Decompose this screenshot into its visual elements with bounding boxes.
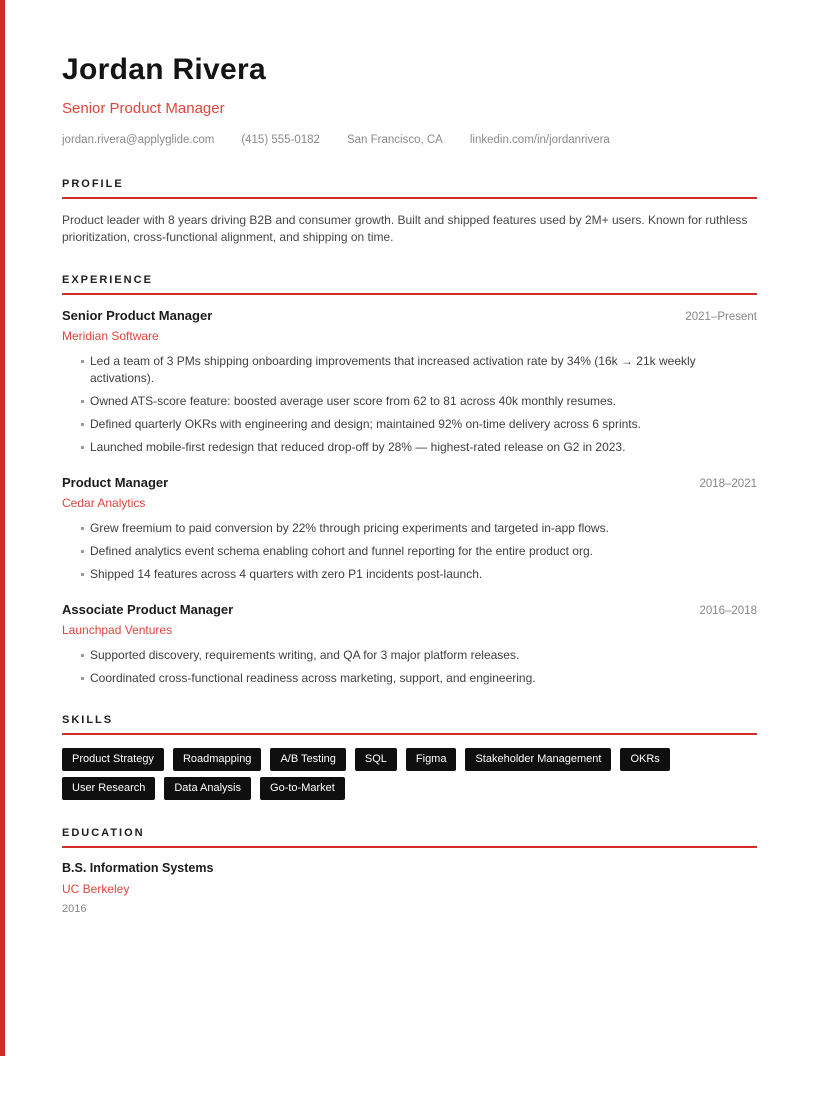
contact-item: (415) 555-0182 (241, 133, 320, 146)
resume-content (62, 0, 757, 942)
job-header (62, 308, 757, 323)
job-header (62, 602, 757, 617)
job-dates: 2018–2021 (699, 477, 757, 490)
job-bullet: Supported discovery, requirements writing, and QA for 3 major platform releases. (62, 647, 757, 664)
job-bullet: Shipped 14 features across 4 quarters with zero P1 incidents post-launch. (62, 566, 757, 583)
contact-item: San Francisco, CA (346, 133, 443, 146)
job-entry (62, 475, 757, 583)
accent-stripe (0, 0, 5, 1056)
job-bullet: Defined quarterly OKRs with engineering and design; maintained 92% on-time delivery across 6 sprints. (62, 416, 757, 433)
job-bullet: Grew freemium to paid conversion by 22% through pricing experiments and targeted in-app flows. (62, 520, 757, 537)
section-education (62, 827, 757, 915)
job-company: Meridian Software (62, 328, 159, 343)
job-company: Launchpad Ventures (62, 622, 173, 637)
job-dates: 2016–2018 (699, 604, 757, 617)
skill-tag: Roadmapping (173, 748, 262, 771)
skill-tag: A/B Testing (270, 748, 345, 771)
education-school: UC Berkeley (62, 881, 130, 896)
skill-tag: User Research (62, 777, 155, 800)
candidate-headline: Senior Product Manager (62, 99, 225, 117)
skill-tag: Go-to-Market (260, 777, 345, 800)
job-dates: 2021–Present (685, 310, 757, 323)
skill-tag: SQL (355, 748, 397, 771)
experience-rule (62, 293, 757, 295)
job-bullet: Owned ATS-score feature: boosted average user score from 62 to 81 across 40k monthly resumes. (62, 393, 757, 410)
profile-heading: PROFILE (62, 177, 124, 190)
job-entry (62, 602, 757, 687)
skill-tag-list (62, 748, 757, 800)
job-header (62, 475, 757, 490)
contact-row (62, 134, 757, 146)
skill-tag: Stakeholder Management (465, 748, 611, 771)
skill-tag: Figma (406, 748, 457, 771)
candidate-name: Jordan Rivera (62, 53, 266, 86)
job-title: Product Manager (62, 474, 169, 490)
job-bullet: Defined analytics event schema enabling cohort and funnel reporting for the entire product org. (62, 543, 757, 560)
job-bullet-list (62, 353, 757, 456)
skills-heading: SKILLS (62, 713, 114, 726)
profile-text: Product leader with 8 years driving B2B and consumer growth. Built and shipped features used by 2M+ users. Known for ruthless prioritization, cross-functional alignment, and shipping on time. (62, 212, 748, 244)
education-year: 2016 (62, 902, 87, 915)
contact-item: linkedin.com/in/jordanrivera (469, 133, 610, 146)
job-title: Associate Product Manager (62, 601, 234, 617)
education-heading: EDUCATION (62, 826, 145, 839)
skill-tag: Product Strategy (62, 748, 164, 771)
contact-item: jordan.rivera@applyglide.com (62, 133, 215, 146)
skill-tag: Data Analysis (164, 777, 251, 800)
section-experience (62, 274, 757, 687)
job-title: Senior Product Manager (62, 307, 213, 323)
education-rule (62, 846, 757, 848)
job-bullet: Led a team of 3 PMs shipping onboarding improvements that increased activation rate by 34% (16k → 21k weekly activations). (62, 353, 757, 387)
job-bullet-list (62, 520, 757, 583)
job-bullet: Launched mobile-first redesign that reduced drop-off by 28% — highest-rated release on G2 in 2023. (62, 439, 757, 456)
skill-tag: OKRs (620, 748, 669, 771)
education-degree: B.S. Information Systems (62, 860, 214, 875)
job-company: Cedar Analytics (62, 495, 146, 510)
job-bullet-list (62, 647, 757, 687)
job-list (62, 308, 757, 687)
skills-rule (62, 733, 757, 735)
section-skills (62, 714, 757, 800)
job-bullet: Coordinated cross-functional readiness across marketing, support, and engineering. (62, 670, 757, 687)
job-entry (62, 308, 757, 456)
section-profile (62, 178, 757, 247)
experience-heading: EXPERIENCE (62, 273, 153, 286)
profile-rule (62, 197, 757, 199)
